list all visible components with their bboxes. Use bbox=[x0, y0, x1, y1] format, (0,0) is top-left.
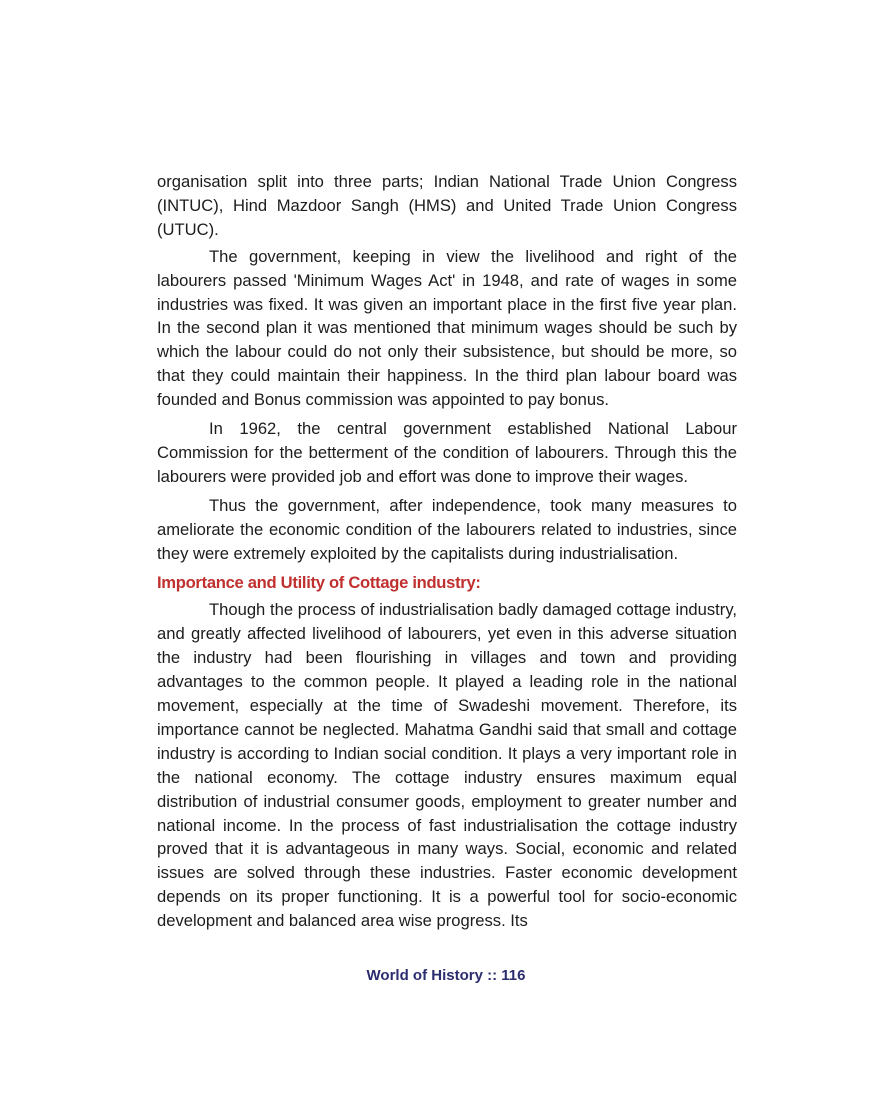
paragraph-minimum-wages: The government, keeping in view the livelihood and right of the labourers passed 'Minimum Wages Act' in 1948, and rate of wages in some industries was fixed. It was given an important place in the first five year plan. In the second plan it was mentioned that minimum wages should be such by which the labour could do not only their subsistence, but should be more, so that they could maintain their happiness. In the third plan labour board was founded and Bonus commission was appointed to pay bonus. bbox=[157, 246, 737, 410]
body-text bbox=[157, 170, 737, 938]
section-heading: Importance and Utility of Cottage industry: bbox=[157, 572, 481, 592]
paragraph-cottage-industry: Though the process of industrialisation badly damaged cottage industry, and greatly affected livelihood of labourers, yet even in this adverse situation the industry had been flourishing in villages and town and providing advantages to the common people. It played a leading role in the national movement, especially at the time of Swadeshi movement. Therefore, its importance cannot be neglected. Mahatma Gandhi said that small and cottage industry is according to Indian social condition. It plays a very important role in the national economy. The cottage industry ensures maximum equal distribution of industrial consumer goods, employment to greater number and national income. In the process of fast industrialisation the cottage industry proved that it is advantageous in many ways. Social, economic and related issues are solved through these industries. Faster economic development depends on its proper functioning. It is a powerful tool for socio-economic development and balanced area wise progress. Its bbox=[157, 600, 737, 931]
paragraph-labour-commission: In 1962, the central government established National Labour Commission for the betterment of the condition of labourers. Through this the labourers were provided job and effort was done to improve their wages. bbox=[157, 419, 737, 486]
page-footer: World of History :: 116 bbox=[366, 967, 526, 984]
paragraph-government-measures bbox=[157, 494, 737, 566]
paragraph-trade-unions: organisation split into three parts; Indian National Trade Union Congress (INTUC), Hind Mazdoor Sangh (HMS) and United Trade Union Congress (UTUC). bbox=[157, 172, 737, 239]
measures-text-a: Thus the government, after independence, took many measures to ameliorate the economic condition of the labourers related to industries, since they were extremely exploited by the capitalists during industrialisation. bbox=[157, 495, 737, 563]
